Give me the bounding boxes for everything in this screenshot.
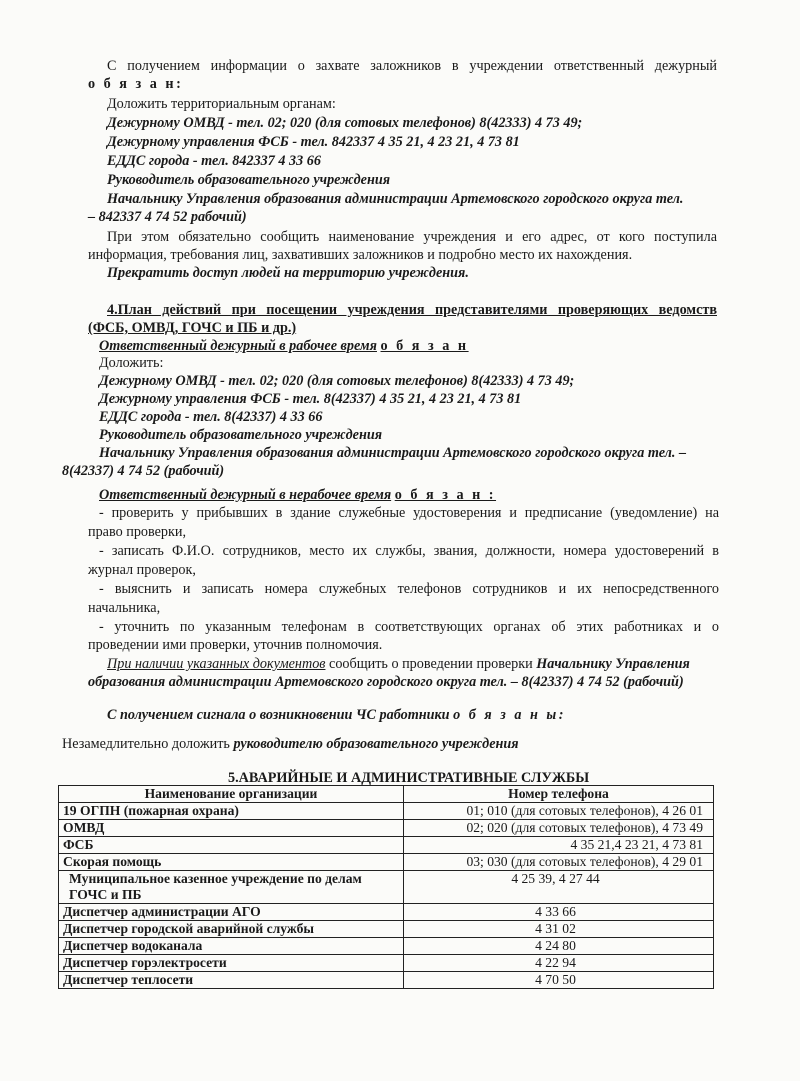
s3-stop-access: Прекратить доступ людей на территорию учреждения. (107, 265, 469, 281)
s4-head-line: Руководитель образовательного учреждения (99, 427, 383, 443)
table-row (59, 854, 714, 871)
org-phone: 02; 020 (для сотовых телефонов), 4 73 49 (404, 820, 714, 837)
s4-duty-3b: начальника, (88, 600, 161, 616)
table-row (59, 837, 714, 854)
org-phone: 01; 010 (для сотовых телефонов), 4 26 01 (404, 803, 714, 820)
org-name: Скорая помощь (59, 854, 404, 871)
s4-work-obyazan: о б я з а н (380, 338, 469, 354)
s4-dolozhit: Доложить: (99, 355, 164, 371)
s4-chs-text: С получением сигнала о возникновении ЧС работники (107, 707, 450, 723)
s4-chs-obyazany: о б я з а н ы: (453, 707, 566, 723)
table-row (59, 921, 714, 938)
table-row (59, 904, 714, 921)
s4-title-b: (ФСБ, ОМВД, ГОЧС и ПБ и др.) (88, 320, 297, 336)
org-phone: 4 33 66 (404, 904, 714, 921)
org-phone: 4 35 21,4 23 21, 4 73 81 (404, 837, 714, 854)
s4-offhours-heading (99, 486, 496, 504)
s4-edds-line: ЕДДС города - тел. 8(42337) 4 33 66 (99, 409, 323, 425)
s4-last-target: руководителю образовательного учреждения (233, 736, 519, 752)
s4-duty-2a: - записать Ф.И.О. сотрудников, место их службы, звания, должности, номера удостоверений в (99, 543, 719, 559)
col-org-name: Наименование организации (59, 786, 404, 803)
s4-chief-line-b: 8(42337) 4 74 52 (рабочий) (62, 463, 225, 479)
s4-docs-underlined: При наличии указанных документов (107, 656, 326, 672)
s4-docs-chief: Начальнику Управления (536, 656, 690, 672)
org-phone: 4 24 80 (404, 938, 714, 955)
s4-work-heading (99, 337, 469, 355)
s3-paragraph-3a: При этом обязательно сообщить наименование учреждения и его адрес, от кого поступила (107, 229, 717, 245)
org-phone: 4 70 50 (404, 972, 714, 989)
s4-chief-line-a: Начальнику Управления образования администрации Артемовского городского округа тел. – (99, 445, 687, 461)
s4-docs-middle: сообщить о проведении проверки (325, 656, 537, 672)
s4-omvd-line: Дежурному ОМВД - тел. 02; 020 (для сотовых телефонов) 8(42333) 4 73 49; (99, 373, 575, 389)
s4-off-obyazan: о б я з а н : (394, 487, 497, 503)
s4-docs-line-a (107, 655, 690, 673)
s4-last-line (62, 735, 519, 753)
s3-chief-line-a: Начальнику Управления образования администрации Артемовского городского округа тел. (107, 191, 684, 207)
org-name: ФСБ (59, 837, 404, 854)
s3-obyazan: о б я з а н: (88, 76, 184, 92)
s4-off-head-text: Ответственный дежурный в нерабочее время (99, 487, 392, 503)
org-name: 19 ОГПН (пожарная охрана) (59, 803, 404, 820)
org-name: Диспетчер городской аварийной службы (59, 921, 404, 938)
s4-work-head-text: Ответственный дежурный в рабочее время (99, 338, 377, 354)
table-row (59, 803, 714, 820)
services-table (58, 785, 714, 989)
s5-title: 5.АВАРИЙНЫЕ И АДМИНИСТРАТИВНЫЕ СЛУЖБЫ (228, 770, 590, 786)
s3-fsb-line: Дежурному управления ФСБ - тел. 842337 4 35 21, 4 23 21, 4 73 81 (107, 134, 520, 150)
org-name: Диспетчер горэлектросети (59, 955, 404, 972)
org-phone: 4 25 39, 4 27 44 (404, 871, 714, 904)
s4-last-text: Незамедлительно доложить (62, 736, 234, 752)
org-phone: 4 22 94 (404, 955, 714, 972)
org-phone: 4 31 02 (404, 921, 714, 938)
s3-omvd-line: Дежурному ОМВД - тел. 02; 020 (для сотовых телефонов) 8(42333) 4 73 49; (107, 115, 583, 131)
s4-duty-1b: право проверки, (88, 524, 187, 540)
table-row (59, 955, 714, 972)
org-name: Диспетчер водоканала (59, 938, 404, 955)
org-name: ОМВД (59, 820, 404, 837)
s3-chief-line-b: – 842337 4 74 52 рабочий) (88, 209, 247, 225)
s4-fsb-line: Дежурному управления ФСБ - тел. 8(42337) 4 35 21, 4 23 21, 4 73 81 (99, 391, 522, 407)
table-row (59, 938, 714, 955)
org-name: Муниципальное казенное учреждение по делам ГОЧС и ПБ (59, 871, 404, 904)
s4-duty-3a: - выяснить и записать номера служебных телефонов сотрудников и их непосредственного (99, 581, 719, 597)
s4-duty-4b: проведении ими проверки, уточнив полномочия. (88, 637, 383, 653)
s3-head-line: Руководитель образовательного учреждения (107, 172, 391, 188)
table-row (59, 820, 714, 837)
s4-duty-1a: - проверить у прибывших в здание служебные удостоверения и предписание (уведомление) на (99, 505, 719, 521)
table-row (59, 972, 714, 989)
org-phone: 03; 030 (для сотовых телефонов), 4 29 01 (404, 854, 714, 871)
s4-docs-line-b: образования администрации Артемовского городского округа тел. – 8(42337) 4 74 52 (рабочий) (88, 674, 684, 690)
s3-paragraph-3b: информация, требования лиц, захвативших заложников и подробно место их нахождения. (88, 247, 633, 263)
s4-duty-2b: журнал проверок, (88, 562, 196, 578)
org-name: Диспетчер теплосети (59, 972, 404, 989)
s3-edds-line: ЕДДС города - тел. 842337 4 33 66 (107, 153, 321, 169)
org-name: Диспетчер администрации АГО (59, 904, 404, 921)
table-row (59, 871, 714, 904)
col-phone: Номер телефона (404, 786, 714, 803)
table-header-row (59, 786, 714, 803)
s3-report-intro: Доложить территориальным органам: (107, 96, 336, 112)
s4-title-a: 4.План действий при посещении учреждения представителями проверяющих ведомств (107, 302, 717, 318)
s4-chs-line (107, 706, 566, 724)
s4-duty-4a: - уточнить по указанным телефонам в соответствующих органах об этих работниках и о (99, 619, 719, 635)
s3-paragraph-1a: С получением информации о захвате заложников в учреждении ответственный дежурный (107, 58, 717, 74)
